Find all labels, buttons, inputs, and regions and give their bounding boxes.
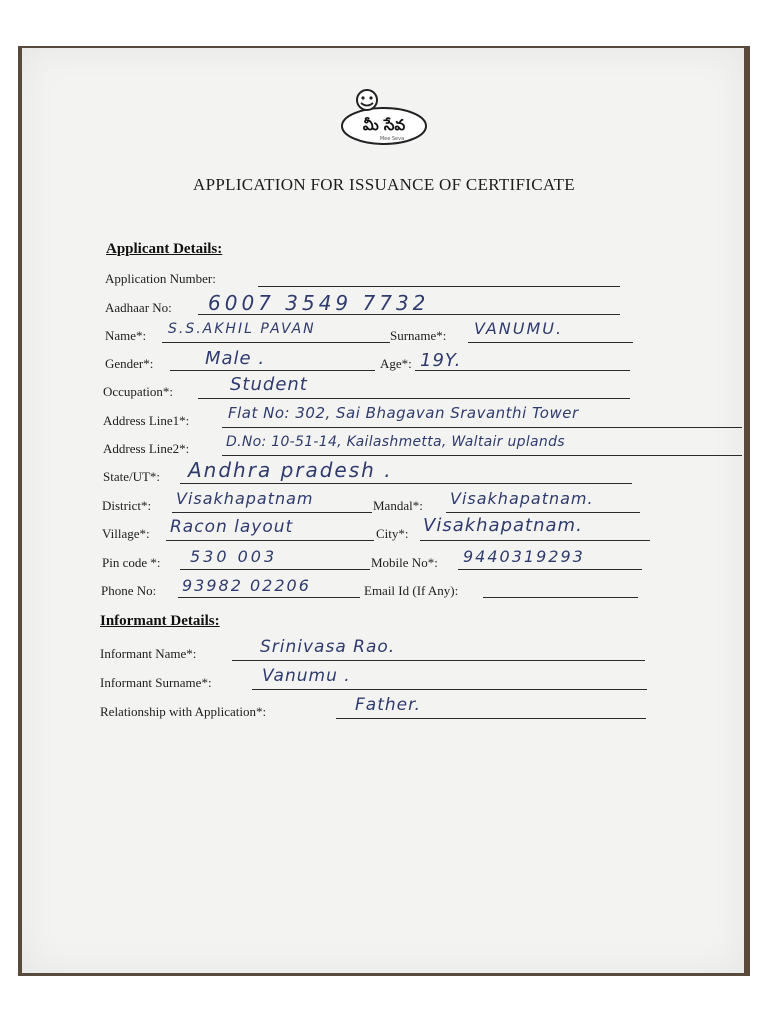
informant-heading: Informant Details:	[100, 613, 220, 629]
address-line2-label: Address Line2*:	[103, 441, 190, 456]
address-line1-field[interactable]	[222, 427, 742, 428]
name-value: S.S.AKHIL PAVAN	[168, 321, 316, 337]
name-label: Name*:	[105, 328, 147, 343]
mandal-field[interactable]	[446, 512, 640, 513]
informant-name-label: Informant Name*:	[100, 646, 197, 661]
age-label: Age*:	[380, 356, 412, 371]
pin-code-label: Pin code *:	[102, 555, 161, 570]
gender-field[interactable]	[170, 370, 375, 371]
address-line2-value: D.No: 10-51-14, Kailashmetta, Waltair uplands	[226, 434, 565, 450]
city-label: City*:	[376, 526, 409, 541]
state-value: Andhra pradesh .	[188, 458, 393, 482]
logo-subtext: Mee Seva	[379, 136, 405, 142]
relationship-value: Father.	[355, 695, 421, 715]
phone-value: 93982 02206	[182, 576, 311, 595]
phone-label: Phone No:	[101, 583, 157, 598]
relationship-field[interactable]	[336, 718, 646, 719]
village-label: Village*:	[102, 526, 150, 541]
occupation-field[interactable]	[198, 398, 630, 399]
aadhaar-label: Aadhaar No:	[105, 300, 172, 315]
surname-field[interactable]	[468, 342, 633, 343]
address-line2-field[interactable]	[222, 455, 742, 456]
pin-code-field[interactable]	[180, 569, 370, 570]
city-field[interactable]	[420, 540, 650, 541]
phone-field[interactable]	[178, 597, 360, 598]
gender-label: Gender*:	[105, 356, 154, 371]
mandal-label: Mandal*:	[373, 498, 423, 513]
email-field[interactable]	[483, 597, 638, 598]
occupation-label: Occupation*:	[103, 384, 174, 399]
district-label: District*:	[102, 498, 152, 513]
mobile-field[interactable]	[458, 569, 642, 570]
application-number-label: Application Number:	[105, 271, 216, 286]
aadhaar-value: 6007 3549 7732	[208, 291, 430, 315]
village-value: Racon layout	[170, 517, 294, 537]
village-field[interactable]	[166, 540, 374, 541]
age-value: 19Y.	[420, 350, 462, 371]
district-field[interactable]	[172, 512, 372, 513]
address-line1-value: Flat No: 302, Sai Bhagavan Sravanthi Tower	[228, 404, 579, 422]
name-field[interactable]	[162, 342, 390, 343]
mandal-value: Visakhapatnam.	[450, 489, 594, 508]
surname-label: Surname*:	[390, 328, 447, 343]
address-line1-label: Address Line1*:	[103, 413, 190, 428]
applicant-heading: Applicant Details:	[106, 241, 223, 257]
pin-code-value: 530 003	[190, 547, 278, 566]
relationship-label: Relationship with Application*:	[100, 704, 267, 719]
gender-value: Male .	[205, 348, 266, 369]
mobile-value: 9440319293	[463, 547, 585, 566]
informant-surname-label: Informant Surname*:	[100, 675, 212, 690]
email-label: Email Id (If Any):	[364, 583, 459, 598]
city-value: Visakhapatnam.	[423, 515, 583, 536]
state-field[interactable]	[180, 483, 632, 484]
logo-text: మీ సేవ	[362, 116, 406, 134]
informant-name-value: Srinivasa Rao.	[260, 637, 396, 657]
informant-surname-value: Vanumu .	[262, 666, 351, 686]
mee-seva-logo	[337, 88, 432, 146]
application-number-field[interactable]	[258, 286, 620, 287]
state-label: State/UT*:	[103, 469, 161, 484]
form-title: APPLICATION FOR ISSUANCE OF CERTIFICATE	[193, 175, 575, 194]
surname-value: VANUMU.	[474, 319, 564, 338]
informant-surname-field[interactable]	[252, 689, 647, 690]
mobile-label: Mobile No*:	[371, 555, 438, 570]
occupation-value: Student	[230, 374, 308, 395]
district-value: Visakhapatnam	[176, 489, 314, 508]
informant-name-field[interactable]	[232, 660, 645, 661]
